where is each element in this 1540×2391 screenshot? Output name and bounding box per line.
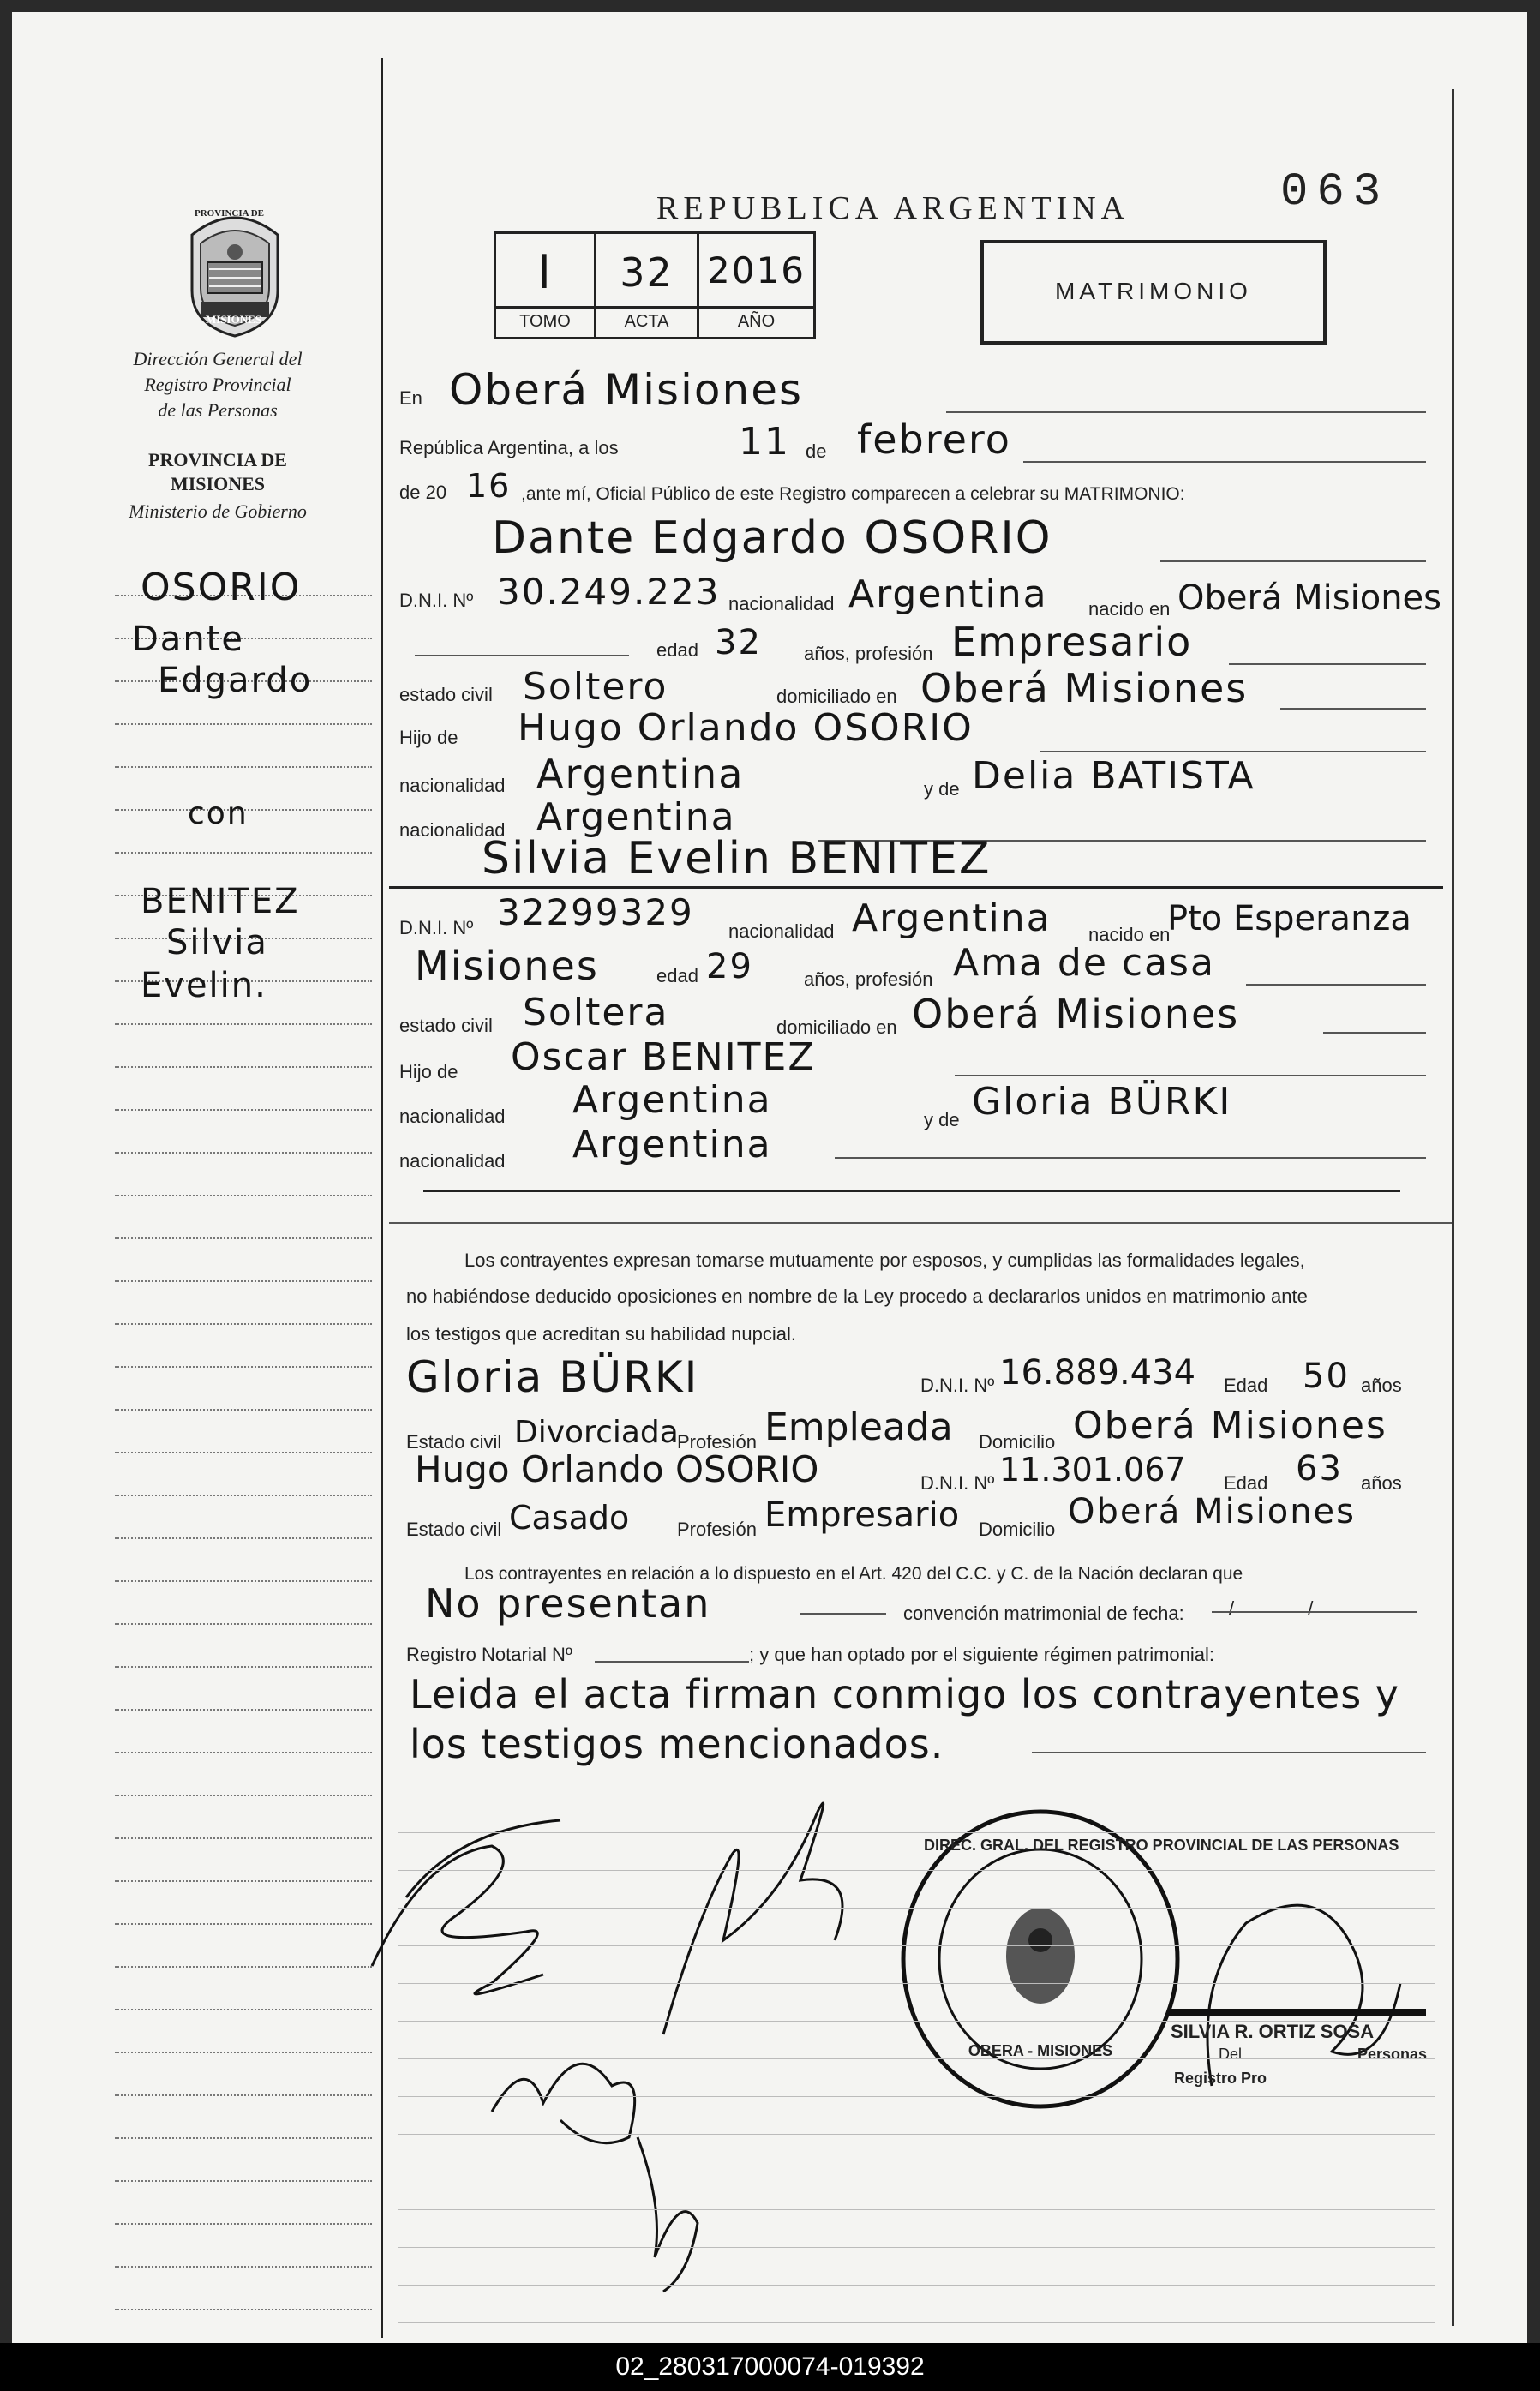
margin-note-given-2a: Silvia [166, 923, 268, 962]
t1-name: Gloria BÜRKI [406, 1352, 699, 1402]
margin-note-con: con [188, 796, 249, 831]
c2-hijo-label: Hijo de [399, 1061, 458, 1082]
ano-label: AÑO [737, 312, 776, 331]
stamp-inner-text: OBERA - MISIONES [968, 2042, 1113, 2059]
official-stamp-line-2: Del [1219, 2046, 1243, 2063]
closing-line-1: Leida el acta firman conmigo los contrayentes y [410, 1671, 1399, 1717]
signature-ruled-line [398, 1832, 1435, 1833]
t2-civil-label: Estado civil [406, 1519, 502, 1540]
signature-ruled-line [398, 1908, 1435, 1909]
t1-dni: 16.889.434 [999, 1353, 1196, 1393]
c2-dni: 32299329 [497, 891, 694, 933]
t2-domicile: Oberá Misiones [1068, 1492, 1357, 1531]
t1-profession: Empleada [764, 1405, 953, 1449]
c1-nac-label: nacionalidad [728, 593, 835, 614]
official-stamp-line-3: Registro Pro [1174, 2070, 1267, 2087]
c2-father-nat-label: nacionalidad [399, 1106, 506, 1127]
t1-anos: años [1361, 1375, 1402, 1396]
signatures [12, 12, 1527, 2343]
c2-mother: Gloria BÜRKI [972, 1080, 1232, 1124]
c1-name: Dante Edgardo OSORIO [492, 512, 1052, 564]
c1-civil-label: estado civil [399, 684, 493, 705]
t2-dni-label: D.N.I. Nº [920, 1472, 995, 1494]
t2-age: 63 [1296, 1449, 1343, 1489]
stamp-ring-text: DIREC. GRAL. DEL REGISTRO PROVINCIAL DE LAS PERSONAS [924, 1837, 1399, 1854]
province-line-1: PROVINCIA DE [148, 449, 287, 470]
t1-prof-label: Profesión [677, 1431, 757, 1453]
t2-civil: Casado [509, 1499, 630, 1537]
acta-label: ACTA [624, 312, 669, 331]
margin-note-surname-1: OSORIO [141, 566, 302, 609]
signature-3 [492, 2064, 635, 2142]
convention-date-value: / / [1229, 1597, 1348, 1619]
c2-birthplace-cont: Misiones [415, 943, 599, 989]
org-line-2: Registro Provincial [144, 374, 291, 395]
rep-label: República Argentina, a los [399, 437, 619, 458]
signature-ruled-line [398, 2058, 1435, 2059]
day-value: 11 [739, 420, 790, 464]
tomo-value: I [537, 245, 553, 299]
t2-prof-label: Profesión [677, 1519, 757, 1540]
convention-date-label: convención matrimonial de fecha: [903, 1603, 1184, 1624]
signature-ruled-line [398, 2134, 1435, 2135]
c2-yde-label: y de [924, 1109, 960, 1130]
signature-2 [663, 1803, 842, 2034]
c2-nacido-label: nacido en [1088, 924, 1171, 945]
tomo-label: TOMO [519, 312, 571, 331]
c2-age: 29 [706, 947, 753, 986]
org-line-1: Dirección General del [133, 348, 303, 369]
declaration-line-3: los testigos que acreditan su habilidad nupcial. [406, 1323, 796, 1345]
signature-ruled-line [398, 2322, 1435, 2323]
seal-text-bottom: MISIONES [206, 313, 262, 326]
ano-value: 2016 [707, 249, 806, 291]
margin-note-surname-2: BENITEZ [141, 882, 300, 921]
c2-birthplace: Pto Esperanza [1167, 899, 1411, 938]
t2-dni: 11.301.067 [999, 1451, 1186, 1489]
acta-value: 32 [620, 249, 674, 296]
c2-edad-label: edad [656, 965, 698, 986]
regime-label: ; y que han optado por el siguiente régimen patrimonial: [749, 1644, 1215, 1665]
convention-intro: Los contrayentes en relación a lo dispuesto en el Art. 420 del C.C. y C. de la Nación declaran que [464, 1564, 1243, 1584]
declaration-intro: ,ante mí, Oficial Público de este Registro comparecen a celebrar su MATRIMONIO: [521, 484, 1185, 504]
de-label: de [806, 440, 827, 462]
c1-father-nat: Argentina [536, 751, 745, 797]
t1-domicile: Oberá Misiones [1073, 1404, 1387, 1447]
margin-note-given-2b: Evelin. [141, 966, 267, 1005]
official-stamp-line-1: SILVIA R. ORTIZ SOSA [1171, 2021, 1375, 2042]
c1-nationality: Argentina [848, 572, 1048, 616]
place-value: Oberá Misiones [449, 365, 804, 415]
c1-profession: Empresario [951, 619, 1193, 665]
t1-dom-label: Domicilio [979, 1431, 1056, 1453]
c1-mother-nat: Argentina [536, 795, 736, 839]
org-line-3: de las Personas [158, 399, 278, 421]
closing-line-2: los testigos mencionados. [410, 1721, 944, 1767]
c1-dni: 30.249.223 [497, 571, 721, 613]
c1-nacido-label: nacido en [1088, 598, 1171, 620]
convention-answer: No presentan [425, 1580, 711, 1627]
footer-image-id: 02_280317000074-019392 [0, 2343, 1540, 2391]
en-label: En [399, 387, 422, 409]
c2-father: Oscar BENITEZ [511, 1035, 816, 1079]
margin-note-given-1b: Edgardo [158, 661, 313, 700]
signature-ruled-line [398, 2021, 1435, 2022]
c2-name: Silvia Evelin BENITEZ [482, 833, 992, 884]
year-prefix: de 20 [399, 482, 447, 503]
t2-edad-label: Edad [1224, 1472, 1268, 1494]
c2-domicile: Oberá Misiones [912, 991, 1240, 1037]
act-number: 063 [1280, 166, 1390, 219]
c1-dni-label: D.N.I. Nº [399, 590, 474, 611]
declaration-line-2: no habiéndose deducido oposiciones en nombre de la Ley procedo a declararlos unidos en matrimonio ante [406, 1285, 1308, 1307]
c1-mother: Delia BATISTA [972, 754, 1255, 798]
c1-father: Hugo Orlando OSORIO [518, 706, 974, 750]
c1-mother-nat-label: nacionalidad [399, 819, 506, 841]
c2-civil: Soltera [523, 991, 669, 1034]
c2-civil-label: estado civil [399, 1015, 493, 1036]
c2-mother-nat-label: nacionalidad [399, 1150, 506, 1172]
c2-profession: Ama de casa [953, 941, 1215, 985]
c2-dni-label: D.N.I. Nº [399, 917, 474, 938]
c1-dom-label: domiciliado en [776, 686, 897, 707]
matrimonio-label: MATRIMONIO [1055, 278, 1252, 304]
signature-4 [638, 2137, 698, 2292]
c1-domicile: Oberá Misiones [920, 665, 1249, 711]
signature-ruled-line [398, 1870, 1435, 1871]
t1-edad-label: Edad [1224, 1375, 1268, 1396]
c1-yde-label: y de [924, 778, 960, 800]
month-value: febrero [857, 416, 1011, 463]
c1-civil: Soltero [523, 665, 668, 709]
c1-edad-label: edad [656, 639, 698, 661]
t1-dni-label: D.N.I. Nº [920, 1375, 995, 1396]
c1-hijo-label: Hijo de [399, 727, 458, 748]
t1-civil-label: Estado civil [406, 1431, 502, 1453]
c2-dom-label: domiciliado en [776, 1016, 897, 1038]
year-suffix: 16 [466, 467, 512, 505]
official-stamp-line-4: Personas [1357, 2046, 1428, 2063]
t1-age: 50 [1303, 1357, 1350, 1396]
c1-father-nat-label: nacionalidad [399, 775, 506, 796]
declaration-line-1: Los contrayentes expresan tomarse mutuamente por esposos, y cumplidas las formalidades legales, [464, 1249, 1305, 1271]
country-title: REPUBLICA ARGENTINA [656, 190, 1130, 226]
certificate-page [12, 12, 1527, 2343]
notarial-label: Registro Notarial Nº [406, 1644, 572, 1665]
margin-note-given-1a: Dante [132, 620, 244, 659]
c2-mother-nat: Argentina [572, 1123, 772, 1166]
official-stamp-bar [1169, 2009, 1426, 2016]
c1-age: 32 [715, 623, 762, 662]
c1-anos-label: años, profesión [804, 643, 933, 664]
signature-ruled-line [398, 1945, 1435, 1946]
c2-nationality: Argentina [852, 896, 1052, 940]
province-line-2: MISIONES [170, 473, 266, 494]
ministry-line: Ministerio de Gobierno [129, 500, 307, 522]
c1-birthplace: Oberá Misiones [1177, 578, 1442, 618]
t1-civil: Divorciada [514, 1415, 679, 1450]
c2-father-nat: Argentina [572, 1078, 772, 1122]
seal-text-top: PROVINCIA DE [195, 208, 264, 219]
t2-name: Hugo Orlando OSORIO [415, 1448, 819, 1490]
t2-dom-label: Domicilio [979, 1519, 1056, 1540]
c2-anos-label: años, profesión [804, 968, 933, 990]
t2-anos: años [1361, 1472, 1402, 1494]
signature-ruled-line [398, 2285, 1435, 2286]
signature-ruled-line [398, 2209, 1435, 2210]
c2-nac-label: nacionalidad [728, 920, 835, 942]
t2-profession: Empresario [764, 1495, 960, 1535]
signature-ruled-line [398, 1983, 1435, 1984]
signature-ruled-line [398, 2096, 1435, 2097]
signature-ruled-line [398, 2247, 1435, 2248]
